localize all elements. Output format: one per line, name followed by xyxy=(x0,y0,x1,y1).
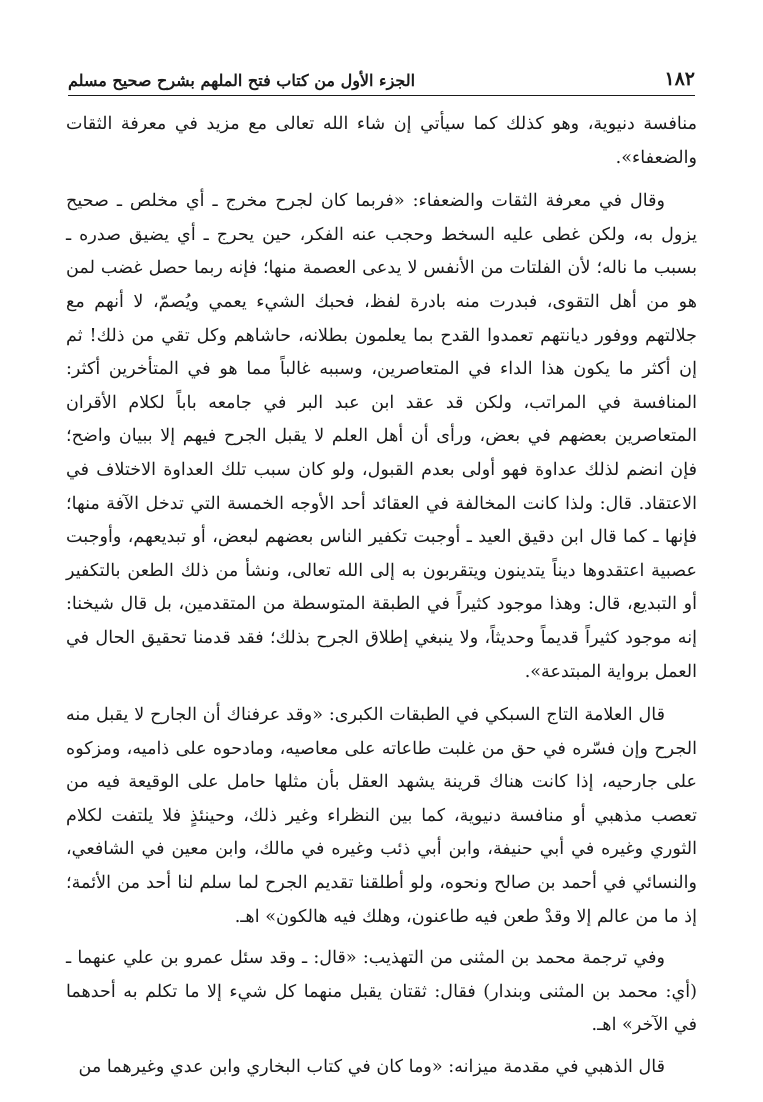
page-body xyxy=(66,108,697,1085)
running-title: الجزء الأول من كتاب فتح الملهم بشرح صحيح مسلم xyxy=(68,71,416,90)
paragraph: وفي ترجمة محمد بن المثنى من التهذيب: «قال: ـ وقد سئل عمرو بن علي عنهما ـ (أي: محمد بن المثنى وبندار) فقال: ثقتان يقبل منهما كل شيء إلا ما تكلم به أحدهما في الآخر» اهـ. xyxy=(66,948,697,1036)
paragraph: قال العلامة التاج السبكي في الطبقات الكبرى: «وقد عرفناك أن الجارح لا يقبل منه الجرح وإن فسّره في حق من غلبت طاعاته على معاصيه، ومادحوه على ذاميه، ومزكوه على جارحيه، إذا كانت هناك قرينة يشهد العقل بأن مثلها حامل على الوقيعة فيه من تعصب مذهبي أو منافسة دنيوية، كما بين النظراء وغير ذلك، وحينئذٍ فلا يلتفت لكلام الثوري وغيره في أبي حنيفة، وابن أبي ذئب وغيره في مالك، وابن معين في الشافعي، والنسائي في أحمد بن صالح ونحوه، ولو أطلقنا تقديم الجرح لما سلم لنا أحد من الأئمة؛ إذ ما من عالم إلا وقدْ طعن فيه طاعنون، وهلك فيه هالكون» اهـ. xyxy=(66,705,697,927)
paragraph: وقال في معرفة الثقات والضعفاء: «فربما كان لجرح مخرج ـ أي مخلص ـ صحيح يزول به، ولكن غطى عليه السخط وحجب عنه الفكر، حين يحرج ـ أي يضيق صدره ـ بسبب ما ناله؛ لأن الفلتات من الأنفس لا يدعى العصمة منها؛ فإنه ربما حصل غضب لمن هو من أهل التقوى، فبدرت منه بادرة لفظ، فحبك الشيء يعمي ويُصمّ، لا أنهم مع جلالتهم ووفور ديانتهم تعمدوا القدح بما يعلمون بطلانه، حاشاهم وكل تقي من ذلك! ثم إن أكثر ما يكون هذا الداء في المتعاصرين، وسببه غالباً مما هو في المتأخرين أكثر: المنافسة في المراتب، ولكن قد عقد ابن عبد البر في جامعه باباً لكلام الأقران المتعاصرين بعضهم في بعض، ورأى أن أهل العلم لا يقبل الجرح فيهم إلا ببيان واضح؛ فإن انضم لذلك عداوة فهو أولى بعدم القبول، ولو كان سبب تلك العداوة الاختلاف في الاعتقاد. قال: ولذا كانت المخالفة في العقائد أحد الأوجه الخمسة التي تدخل الآفة منها؛ فإنها ـ كما قال ابن دقيق العيد ـ أوجبت تكفير الناس بعضهم لبعض، أو تبديعهم، وأوجبت عصبية اعتقدوها ديناً يتدينون ويتقربون به إلى الله تعالى، ونشأ من ذلك الطعن بالتكفير أو التبديع، قال: وهذا موجود كثيراً في الطبقة المتوسطة من المتقدمين، بل قال شيخنا: إنه موجود كثيراً قديماً وحديثاً، ولا ينبغي إطلاق الجرح بذلك؛ فقد قدمنا تحقيق الحال في العمل برواية المبتدعة». xyxy=(66,191,697,682)
page-number: ١٨٢ xyxy=(664,68,695,90)
paragraph: منافسة دنيوية، وهو كذلك كما سيأتي إن شاء الله تعالى مع مزيد في معرفة الثقات والضعفاء». xyxy=(66,114,697,168)
page-header xyxy=(68,56,695,96)
paragraph: قال الذهبي في مقدمة ميزانه: «وما كان في كتاب البخاري وابن عدي وغيرهما من xyxy=(78,1057,665,1078)
